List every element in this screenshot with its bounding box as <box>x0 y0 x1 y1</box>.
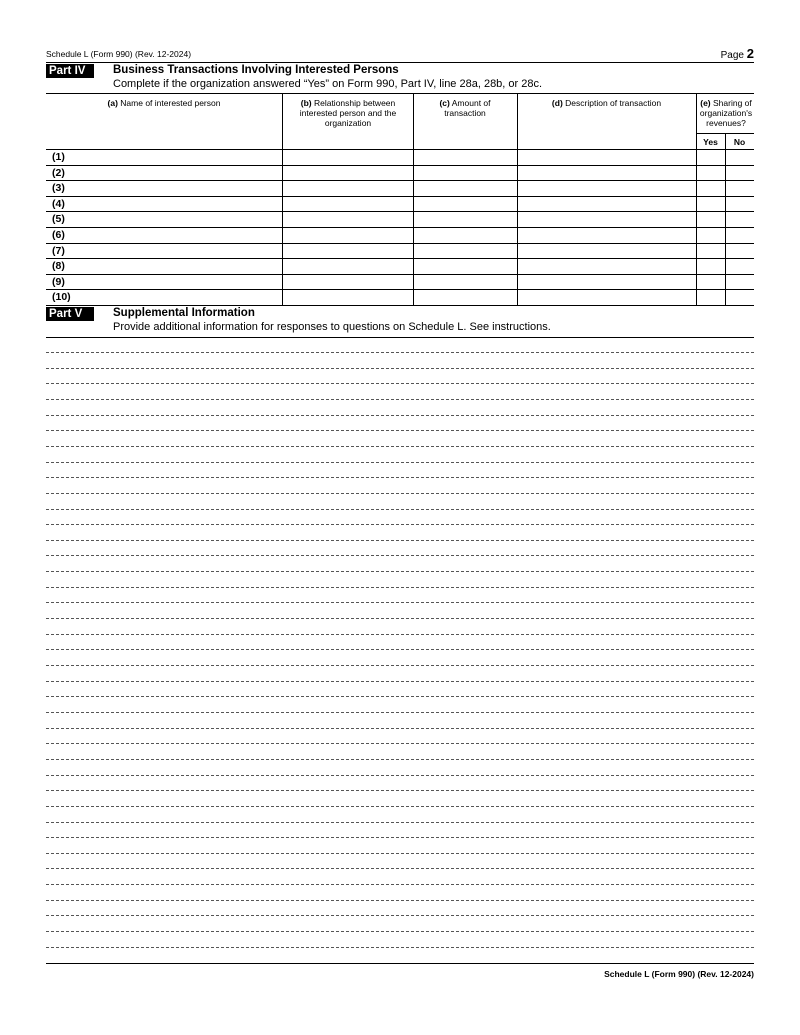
column-header-a: (a) Name of interested person <box>107 98 221 108</box>
supplemental-line[interactable] <box>46 853 754 854</box>
supplemental-line[interactable] <box>46 462 754 463</box>
row-divider <box>46 211 754 212</box>
row-number: (5) <box>52 213 65 226</box>
transactions-table <box>46 93 754 305</box>
yes-column-header: Yes <box>703 137 718 147</box>
column-header-e: (e) Sharing of organization's revenues? <box>699 98 753 128</box>
part-v-title: Supplemental Information <box>113 307 255 319</box>
row-number: (1) <box>52 151 65 163</box>
row-number: (7) <box>52 244 65 257</box>
supplemental-line[interactable] <box>46 868 754 869</box>
supplemental-line[interactable] <box>46 587 754 588</box>
part-v-rule <box>46 337 754 338</box>
supplemental-line[interactable] <box>46 555 754 556</box>
supplemental-line[interactable] <box>46 728 754 729</box>
column-header-d: (d) Description of transaction <box>551 98 662 108</box>
supplemental-line[interactable] <box>46 383 754 384</box>
supplemental-line[interactable] <box>46 571 754 572</box>
supplemental-line[interactable] <box>46 509 754 510</box>
supplemental-line[interactable] <box>46 931 754 932</box>
part-v-instructions: Provide additional information for responses to questions on Schedule L. See instructions. <box>113 321 551 333</box>
supplemental-line[interactable] <box>46 524 754 525</box>
footer-rule <box>46 963 754 964</box>
row-divider <box>46 180 754 181</box>
row-number: (9) <box>52 275 65 288</box>
supplemental-line[interactable] <box>46 775 754 776</box>
footer-form-reference: Schedule L (Form 990) (Rev. 12-2024) <box>604 969 754 979</box>
form-reference: Schedule L (Form 990) (Rev. 12-2024) <box>46 49 192 59</box>
row-divider <box>46 243 754 244</box>
row-divider <box>46 289 754 290</box>
row-divider <box>46 196 754 197</box>
part-iv-tag: Part IV <box>46 64 94 78</box>
supplemental-line[interactable] <box>46 837 754 838</box>
supplemental-line[interactable] <box>46 618 754 619</box>
supplemental-line[interactable] <box>46 649 754 650</box>
row-divider <box>46 165 754 166</box>
supplemental-line[interactable] <box>46 493 754 494</box>
supplemental-line[interactable] <box>46 759 754 760</box>
row-number: (6) <box>52 229 65 241</box>
supplemental-line[interactable] <box>46 446 754 447</box>
row-number: (3) <box>52 182 65 195</box>
supplemental-line[interactable] <box>46 415 754 416</box>
supplemental-line[interactable] <box>46 712 754 713</box>
row-number: (10) <box>52 291 71 304</box>
row-number: (4) <box>52 197 65 210</box>
part-iv-title: Business Transactions Involving Interested Persons <box>113 64 399 76</box>
supplemental-line[interactable] <box>46 915 754 916</box>
page-header <box>46 46 754 62</box>
row-number: (8) <box>52 260 65 273</box>
supplemental-line[interactable] <box>46 368 754 369</box>
row-number: (2) <box>52 166 65 179</box>
supplemental-line[interactable] <box>46 806 754 807</box>
supplemental-line[interactable] <box>46 947 754 948</box>
supplemental-line[interactable] <box>46 822 754 823</box>
supplemental-line[interactable] <box>46 430 754 431</box>
supplemental-line[interactable] <box>46 900 754 901</box>
row-divider <box>46 274 754 275</box>
supplemental-line[interactable] <box>46 665 754 666</box>
column-header-c: (c) Amount of transaction <box>439 98 491 118</box>
supplemental-line[interactable] <box>46 399 754 400</box>
supplemental-line[interactable] <box>46 634 754 635</box>
column-header-b: (b) Relationship between interested person and the organization <box>299 98 397 128</box>
supplemental-line[interactable] <box>46 743 754 744</box>
header-rule <box>46 62 754 63</box>
supplemental-line[interactable] <box>46 790 754 791</box>
supplemental-line[interactable] <box>46 602 754 603</box>
no-column-header: No <box>733 137 746 147</box>
page-indicator <box>721 46 754 61</box>
page-number: 2 <box>746 46 754 61</box>
row-divider <box>46 258 754 259</box>
page-label: Page <box>720 50 744 61</box>
part-iv-instructions: Complete if the organization answered “Yes” on Form 990, Part IV, line 28a, 28b, or 28c. <box>113 78 543 90</box>
supplemental-line[interactable] <box>46 540 754 541</box>
supplemental-line[interactable] <box>46 696 754 697</box>
supplemental-line[interactable] <box>46 884 754 885</box>
supplemental-line[interactable] <box>46 681 754 682</box>
supplemental-line[interactable] <box>46 352 754 353</box>
part-v-tag: Part V <box>46 307 94 321</box>
row-divider <box>46 227 754 228</box>
supplemental-line[interactable] <box>46 477 754 478</box>
